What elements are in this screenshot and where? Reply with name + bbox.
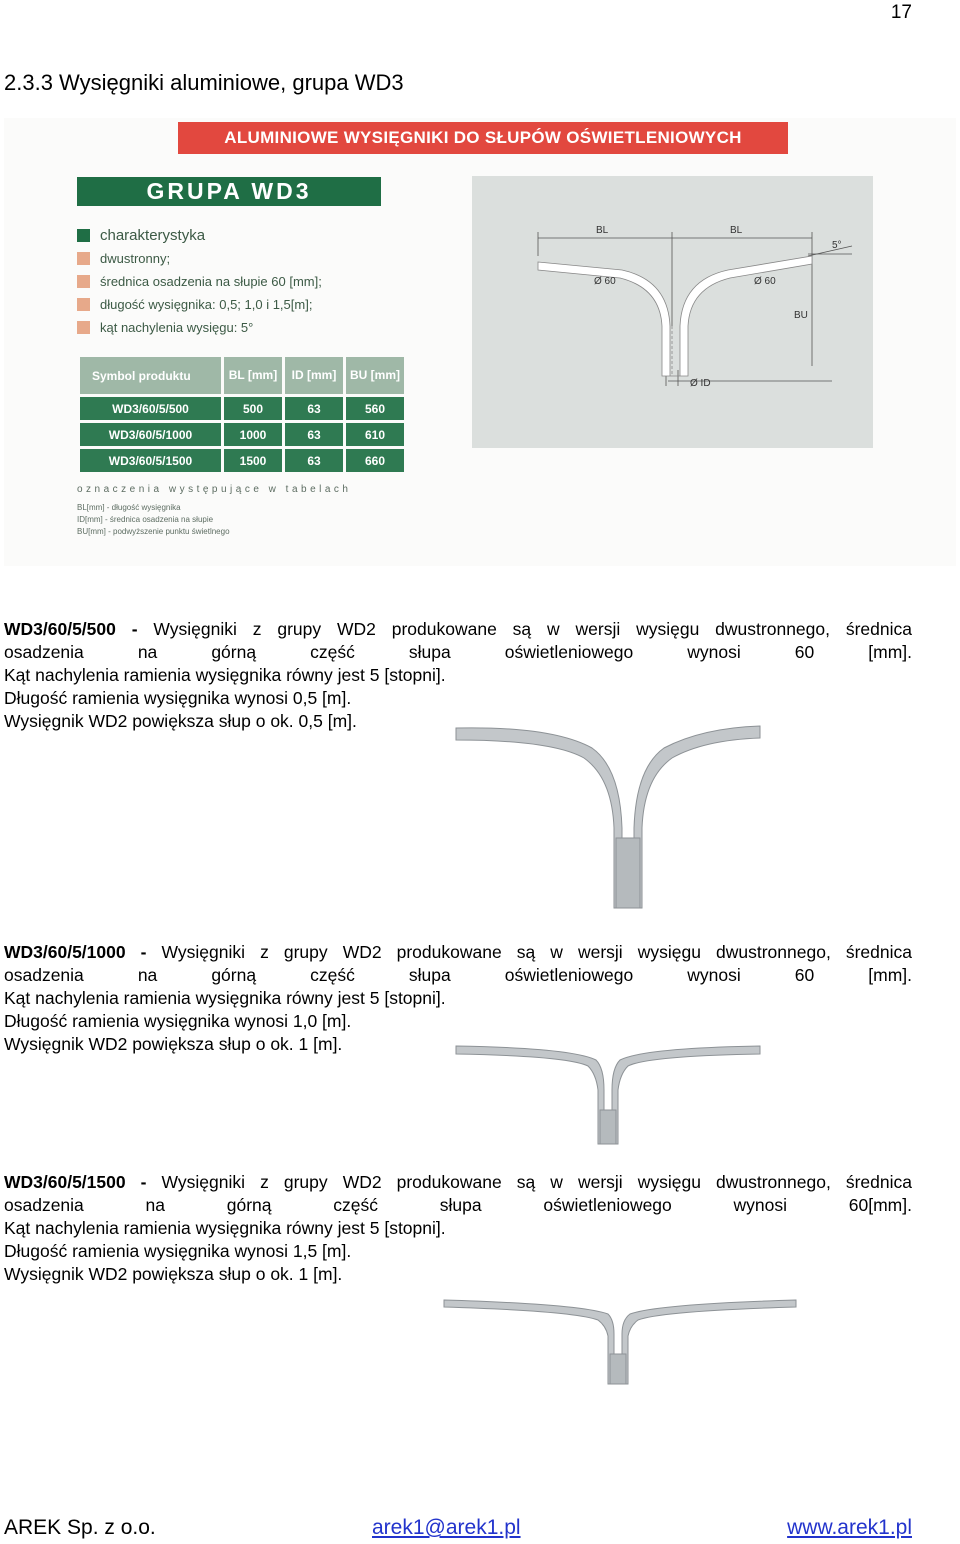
legend-item: BL[mm] - długość wysięgnika bbox=[77, 503, 181, 512]
table-cell: WD3/60/5/500 bbox=[80, 397, 221, 420]
bracket-drawing bbox=[472, 176, 873, 448]
table-cell: 1500 bbox=[224, 449, 282, 472]
table-cell: 63 bbox=[285, 449, 343, 472]
product-line: osadzenia na górną część słupa oświetleniowego wynosi 60[mm]. bbox=[4, 1195, 912, 1215]
product-line: osadzenia na górną część słupa oświetleniowego wynosi 60 [mm]. bbox=[4, 642, 912, 662]
table-cell: 63 bbox=[285, 423, 343, 446]
table-cell: WD3/60/5/1000 bbox=[80, 423, 221, 446]
table-cell: 1000 bbox=[224, 423, 282, 446]
product-line: Wysięgnik WD2 powiększa słup o ok. 1 [m]. bbox=[4, 1034, 343, 1054]
table-header: BL [mm] bbox=[224, 357, 282, 394]
d60-left-label: Ø 60 bbox=[594, 276, 616, 287]
bl-left-label: BL bbox=[596, 225, 609, 236]
product-description-1500 bbox=[4, 1171, 912, 1286]
product-line: Kąt nachylenia ramienia wysięgnika równy jest 5 [stopni]. bbox=[4, 665, 446, 685]
table-cell: 560 bbox=[346, 397, 404, 420]
angle-label: 5° bbox=[832, 240, 842, 251]
characteristic-item: kąt nachylenia wysięgu: 5° bbox=[77, 316, 377, 339]
table-header: Symbol produktu bbox=[80, 357, 221, 394]
bracket-photo-1000 bbox=[452, 1040, 764, 1148]
bullet-square-icon bbox=[77, 298, 90, 311]
brochure-image bbox=[4, 118, 956, 566]
d60-right-label: Ø 60 bbox=[754, 276, 776, 287]
bullet-square-icon bbox=[77, 252, 90, 265]
bullet-square-icon bbox=[77, 229, 90, 242]
product-line: Kąt nachylenia ramienia wysięgnika równy jest 5 [stopni]. bbox=[4, 988, 446, 1008]
bullet-square-icon bbox=[77, 321, 90, 334]
table-header: BU [mm] bbox=[346, 357, 404, 394]
bracket-photo-1500 bbox=[440, 1294, 800, 1388]
product-line: WD3/60/5/1500 - Wysięgniki z grupy WD2 produkowane są w wersji wysięgu dwustronnego, średnica bbox=[4, 1172, 912, 1192]
footer-email-link[interactable]: arek1@arek1.pl bbox=[372, 1516, 521, 1539]
characteristic-item: dwustronny; bbox=[77, 247, 377, 270]
section-heading: 2.3.3 Wysięgniki aluminiowe, grupa WD3 bbox=[4, 70, 404, 95]
legend-item: ID[mm] - średnica osadzenia na słupie bbox=[77, 515, 214, 524]
product-line: Wysięgnik WD2 powiększa słup o ok. 1 [m]. bbox=[4, 1264, 343, 1284]
product-line: WD3/60/5/500 - Wysięgniki z grupy WD2 produkowane są w wersji wysięgu dwustronnego, średnica bbox=[4, 619, 912, 639]
bullet-square-icon bbox=[77, 275, 90, 288]
product-code: WD3/60/5/1500 - bbox=[4, 1172, 147, 1192]
table-header: ID [mm] bbox=[285, 357, 343, 394]
table-row bbox=[80, 397, 404, 420]
table-row bbox=[80, 449, 404, 472]
product-line: Długość ramienia wysięgnika wynosi 1,5 [m]. bbox=[4, 1241, 352, 1261]
table-cell: 610 bbox=[346, 423, 404, 446]
id-label: Ø ID bbox=[690, 378, 711, 389]
legend-title: oznaczenia występujące w tabelach bbox=[77, 484, 352, 495]
bracket-photo-500 bbox=[452, 718, 764, 910]
technical-drawing bbox=[472, 176, 873, 448]
table-cell: 660 bbox=[346, 449, 404, 472]
footer-company: AREK Sp. z o.o. bbox=[4, 1516, 156, 1539]
bu-label: BU bbox=[794, 310, 808, 321]
page-number: 17 bbox=[890, 2, 912, 23]
table-cell: 63 bbox=[285, 397, 343, 420]
product-description-1000 bbox=[4, 941, 912, 1056]
table-cell: 500 bbox=[224, 397, 282, 420]
footer-website-link[interactable]: www.arek1.pl bbox=[787, 1516, 912, 1539]
product-line: Długość ramienia wysięgnika wynosi 0,5 [m]. bbox=[4, 688, 352, 708]
product-line: osadzenia na górną część słupa oświetleniowego wynosi 60 [mm]. bbox=[4, 965, 912, 985]
product-code: WD3/60/5/1000 - bbox=[4, 942, 147, 962]
table-cell: WD3/60/5/1500 bbox=[80, 449, 221, 472]
group-title: GRUPA WD3 bbox=[77, 177, 381, 206]
legend bbox=[77, 502, 230, 538]
product-line: WD3/60/5/1000 - Wysięgniki z grupy WD2 produkowane są w wersji wysięgu dwustronnego, średnica bbox=[4, 942, 912, 962]
product-code: WD3/60/5/500 - bbox=[4, 619, 138, 639]
characteristic-item: średnica osadzenia na słupie 60 [mm]; bbox=[77, 270, 377, 293]
product-line: Długość ramienia wysięgnika wynosi 1,0 [m]. bbox=[4, 1011, 352, 1031]
bl-right-label: BL bbox=[730, 225, 743, 236]
brochure-banner: ALUMINIOWE WYSIĘGNIKI DO SŁUPÓW OŚWIETLENIOWYCH bbox=[178, 122, 788, 154]
characteristic-item: długość wysięgnika: 0,5; 1,0 i 1,5[m]; bbox=[77, 293, 377, 316]
product-line: Kąt nachylenia ramienia wysięgnika równy jest 5 [stopni]. bbox=[4, 1218, 446, 1238]
product-description-500 bbox=[4, 618, 912, 733]
table-header-row bbox=[80, 357, 404, 394]
legend-item: BU[mm] - podwyższenie punktu świetlnego bbox=[77, 527, 230, 536]
characteristics-list bbox=[77, 224, 377, 339]
spec-table bbox=[77, 354, 407, 475]
product-line: Wysięgnik WD2 powiększa słup o ok. 0,5 [m]. bbox=[4, 711, 357, 731]
characteristics-heading: charakterystyka bbox=[77, 224, 377, 247]
table-row bbox=[80, 423, 404, 446]
